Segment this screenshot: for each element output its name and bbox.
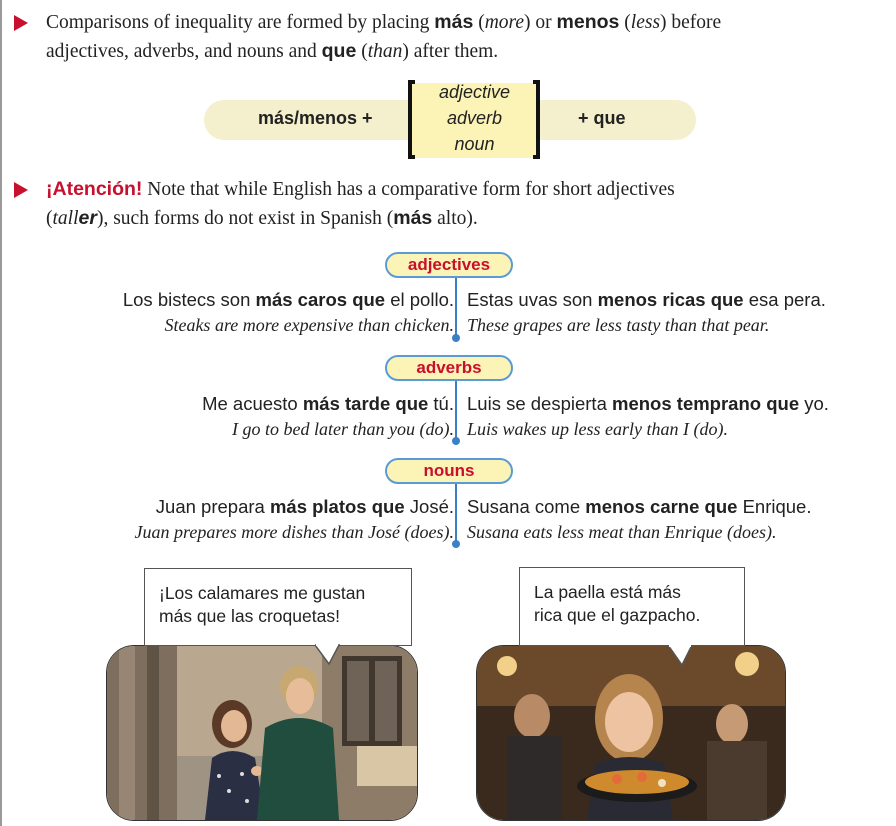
comparison-phrase: menos ricas que — [597, 289, 744, 310]
gloss-than: than — [367, 41, 403, 62]
text: Los bistecs son — [122, 289, 256, 310]
intro-line-2 — [46, 37, 886, 66]
formula-right — [578, 108, 626, 129]
speech-bubble-left-tail — [315, 644, 345, 666]
attention-line-1 — [46, 175, 886, 204]
bullet-arrow-icon — [14, 182, 28, 198]
text: Juan prepara — [155, 496, 270, 517]
section-label-adjectives: adjectives — [385, 252, 513, 278]
text: adjectives, adverbs, and nouns and — [46, 41, 322, 62]
formula-right-text: + que — [578, 108, 626, 128]
example-left-spanish — [123, 289, 454, 311]
text: el pollo. — [385, 289, 454, 310]
attention-paragraph — [46, 175, 886, 233]
section-label-nouns: nouns — [385, 458, 513, 484]
text: ) or — [524, 12, 557, 33]
divider-line — [455, 381, 457, 441]
text: ( — [619, 12, 631, 33]
divider-line — [455, 278, 457, 338]
photo-woman-paella — [476, 645, 786, 821]
text: ( — [356, 41, 368, 62]
term-menos: menos — [556, 11, 620, 33]
example-left-spanish — [202, 393, 454, 415]
speech-bubble-right — [519, 567, 745, 646]
example-left-english: Steaks are more expensive than chicken. — [164, 315, 454, 335]
gloss-less: less — [630, 12, 661, 33]
suffix-er: er — [78, 207, 97, 229]
text: ), such forms do not exist in Spanish ( — [96, 208, 394, 229]
attention-label: ¡Atención! — [46, 178, 143, 200]
example-left-english: I go to bed later than you (do). — [232, 419, 454, 439]
text: ( — [46, 208, 53, 229]
text: ) after them. — [402, 41, 499, 62]
example-left-english: Juan prepares more dishes than José (does). — [134, 522, 454, 542]
speech-bubble-left — [144, 568, 412, 646]
formula-option: adverb — [446, 108, 503, 128]
example-right-english: These grapes are less tasty than that pear. — [467, 315, 770, 335]
text: Note that while English has a comparative form for short adjectives — [142, 179, 675, 200]
photo-couple-street-illustration — [107, 646, 417, 820]
example-right-english: Susana eats less meat than Enrique (does). — [467, 522, 777, 542]
text: Enrique. — [737, 496, 812, 517]
photo-couple-street — [106, 645, 418, 821]
divider-line — [455, 484, 457, 544]
bubble-text-line: más que las croquetas! — [159, 606, 340, 626]
intro-paragraph — [46, 8, 886, 66]
comparison-phrase: más platos que — [269, 496, 405, 517]
bubble-text-line: La paella está más — [534, 582, 681, 602]
speech-bubble-right-tail — [668, 645, 698, 667]
text: ) before — [660, 12, 722, 33]
comparison-phrase: más tarde que — [302, 393, 429, 414]
text: Luis se despierta — [467, 393, 613, 414]
text: alto). — [432, 208, 478, 229]
example-tall: tall — [52, 208, 79, 229]
example-left-spanish — [156, 496, 454, 518]
section-label-adverbs: adverbs — [385, 355, 513, 381]
bubble-text-line: ¡Los calamares me gustan — [159, 583, 366, 603]
text: Susana come — [467, 496, 586, 517]
example-right-spanish — [467, 496, 811, 518]
page-border — [0, 0, 2, 826]
gloss-more: more — [484, 12, 525, 33]
example-right-spanish — [467, 289, 826, 311]
attention-line-2 — [46, 204, 886, 233]
comparison-phrase: más caros que — [255, 289, 386, 310]
example-right-spanish — [467, 393, 829, 415]
formula-option: noun — [454, 134, 495, 154]
formula-left-text: más/menos + — [258, 108, 373, 128]
term-que: que — [321, 40, 357, 62]
formula-option: adjective — [438, 82, 511, 102]
comparison-phrase: menos temprano que — [612, 393, 800, 414]
intro-line-1 — [46, 8, 886, 37]
text: Me acuesto — [202, 393, 303, 414]
bullet-arrow-icon — [14, 15, 28, 31]
example-right-english: Luis wakes up less early than I (do). — [467, 419, 728, 439]
text: Comparisons of inequality are formed by placing — [46, 12, 435, 33]
text: ( — [473, 12, 485, 33]
photo-woman-paella-illustration — [477, 646, 785, 820]
text: yo. — [799, 393, 829, 414]
comparison-phrase: menos carne que — [585, 496, 738, 517]
text: José. — [404, 496, 454, 517]
text: Estas uvas son — [467, 289, 598, 310]
term-mas: más — [393, 207, 433, 229]
bubble-text-line: rica que el gazpacho. — [534, 605, 701, 625]
formula-left — [258, 108, 373, 129]
text: esa pera. — [743, 289, 826, 310]
term-mas: más — [434, 11, 474, 33]
text: tú. — [428, 393, 454, 414]
